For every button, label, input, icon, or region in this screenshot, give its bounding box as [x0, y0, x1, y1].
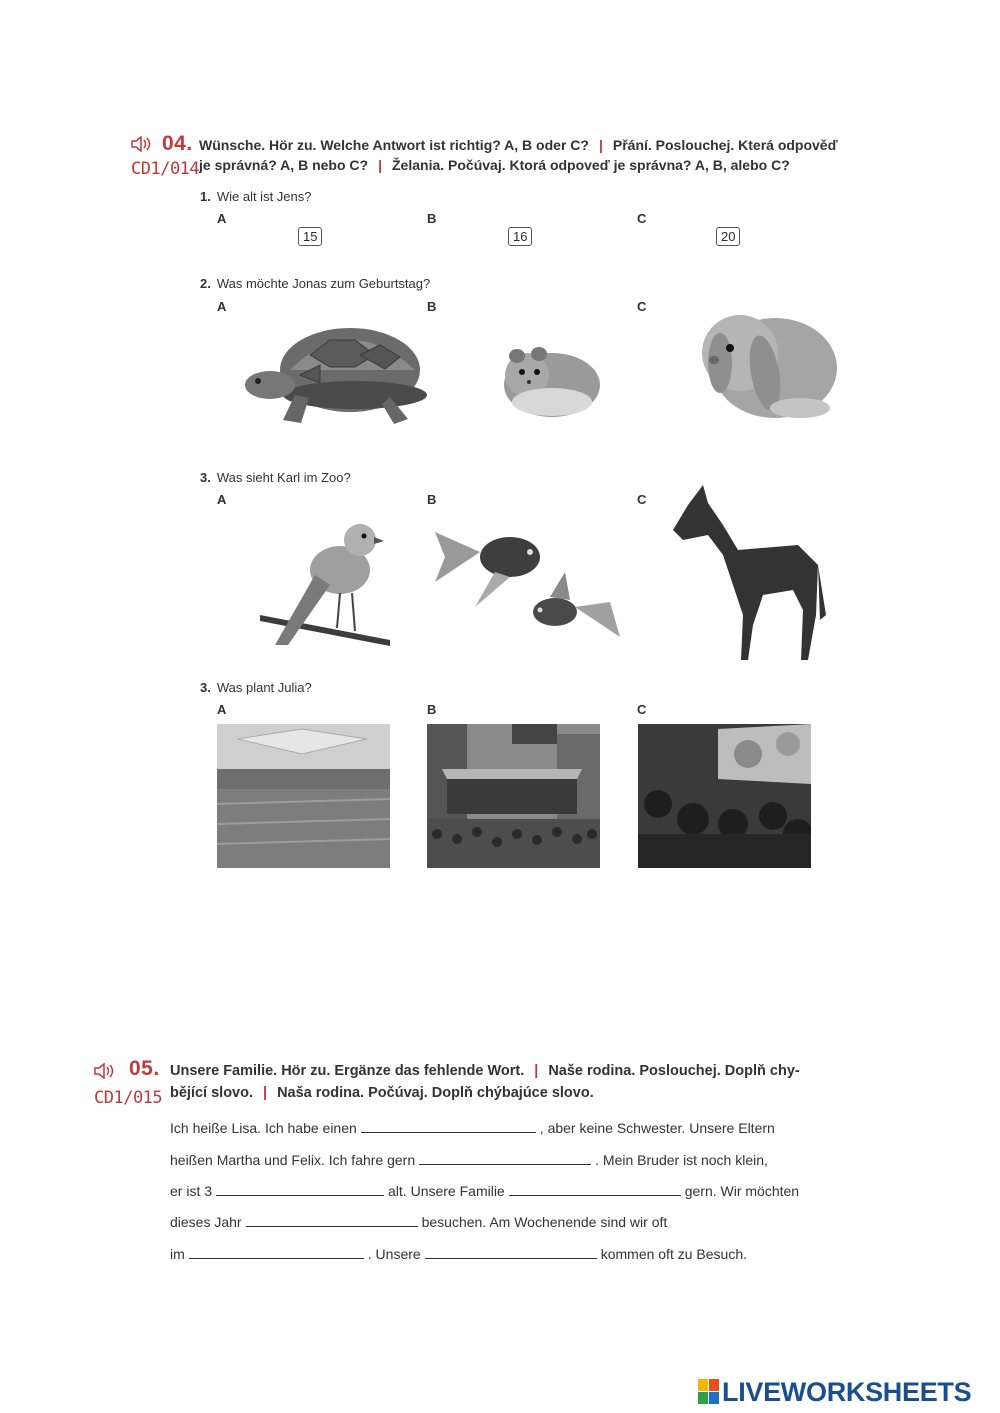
cloze-text: , aber keine Schwester. Unsere Eltern — [539, 1120, 775, 1136]
cloze-text: besuchen. Am Wochenende sind wir oft — [421, 1214, 668, 1230]
answer-b-number[interactable]: 16 — [508, 227, 532, 246]
exercise-number: 04. — [162, 132, 193, 155]
answer-blank-2[interactable] — [419, 1152, 591, 1165]
cloze-text: im — [170, 1246, 185, 1262]
exercise-number: 05. — [129, 1057, 160, 1080]
answer-blank-4[interactable] — [509, 1183, 681, 1196]
answer-blank-5[interactable] — [246, 1214, 418, 1227]
option-a-label: A — [217, 702, 227, 717]
option-b-label: B — [427, 211, 437, 226]
answer-blank-1[interactable] — [361, 1120, 536, 1133]
horse-image[interactable] — [668, 485, 828, 670]
cloze-text: gern. Wir möchten — [684, 1183, 800, 1199]
option-b-label: B — [427, 492, 437, 507]
option-a-label: A — [217, 299, 227, 314]
liveworksheets-logo-icon — [698, 1379, 720, 1410]
option-a-label: A — [217, 492, 227, 507]
instruction-german: Unsere Familie. Hör zu. Ergänze das fehlende Wort. — [170, 1063, 525, 1079]
instruction-german: Wünsche. Hör zu. Welche Antwort ist richtig? A, B oder C? — [199, 137, 589, 153]
answer-blank-7[interactable] — [425, 1246, 597, 1259]
answer-blank-6[interactable] — [189, 1246, 364, 1259]
cloze-text: alt. Unsere Familie — [388, 1183, 505, 1199]
cloze-text: Ich heiße Lisa. Ich habe einen — [170, 1120, 357, 1136]
rabbit-image[interactable] — [690, 298, 840, 428]
cloze-line-1 — [170, 1120, 775, 1136]
answer-a-number[interactable]: 15 — [298, 227, 322, 246]
cloze-line-5 — [170, 1246, 747, 1262]
cloze-line-2 — [170, 1152, 768, 1168]
tortoise-image[interactable] — [240, 315, 430, 445]
option-b-label: B — [427, 299, 437, 314]
option-c-label: C — [637, 299, 647, 314]
option-c-label: C — [637, 492, 647, 507]
cloze-text: . Unsere — [367, 1246, 421, 1262]
instruction-czech: Přání. Poslouchej. Která odpověď — [612, 137, 838, 153]
cinema-photo[interactable] — [638, 724, 811, 868]
option-b-label: B — [427, 702, 437, 717]
instruction-czech-cont: je správná? A, B nebo C? — [199, 157, 369, 173]
question-4: 3. Was plant Julia? — [200, 680, 312, 695]
separator: | — [598, 137, 603, 153]
instruction-line-2 — [170, 1085, 594, 1101]
swimming-pool-photo[interactable] — [217, 724, 390, 868]
answer-c-number[interactable]: 20 — [716, 227, 740, 246]
concert-photo[interactable] — [427, 724, 600, 868]
speaker-icon[interactable] — [93, 1063, 117, 1082]
cloze-text: er ist 3 — [170, 1183, 213, 1199]
instruction-czech: Naše rodina. Poslouchej. Doplň chy- — [548, 1063, 800, 1079]
liveworksheets-logo-text[interactable]: LIVEWORKSHEETS — [722, 1377, 972, 1407]
question-3: 3. Was sieht Karl im Zoo? — [200, 470, 351, 485]
option-a-label: A — [217, 211, 227, 226]
instruction-slovak: Želania. Počúvaj. Ktorá odpoveď je správna? A, B, alebo C? — [392, 157, 790, 173]
cloze-text: heißen Martha und Felix. Ich fahre gern — [170, 1152, 416, 1168]
cd-track-label: CD1/014 — [131, 159, 200, 179]
hamster-image[interactable] — [497, 330, 607, 425]
instruction-czech-cont: bějící slovo. — [170, 1085, 253, 1101]
speaker-icon[interactable] — [130, 136, 154, 155]
goldfish-image[interactable] — [435, 512, 625, 652]
answer-blank-3[interactable] — [216, 1183, 384, 1196]
bird-image[interactable] — [260, 515, 395, 660]
cloze-text: . Mein Bruder ist noch klein, — [595, 1152, 768, 1168]
instruction-line-1 — [199, 137, 838, 153]
cloze-line-3 — [170, 1183, 799, 1199]
instruction-line-2 — [199, 157, 790, 173]
cloze-line-4 — [170, 1214, 667, 1230]
option-c-label: C — [637, 702, 647, 717]
question-1: 1. Wie alt ist Jens? — [200, 189, 312, 204]
separator: | — [534, 1063, 539, 1079]
separator: | — [263, 1085, 268, 1101]
cloze-text: dieses Jahr — [170, 1214, 242, 1230]
cd-track-label: CD1/015 — [94, 1088, 163, 1108]
question-2: 2. Was möchte Jonas zum Geburtstag? — [200, 276, 431, 291]
separator: | — [378, 157, 382, 173]
option-c-label: C — [637, 211, 647, 226]
instruction-slovak: Naša rodina. Počúvaj. Doplň chýbajúce slovo. — [277, 1085, 594, 1101]
cloze-text: kommen oft zu Besuch. — [600, 1246, 747, 1262]
instruction-line-1 — [170, 1063, 800, 1079]
